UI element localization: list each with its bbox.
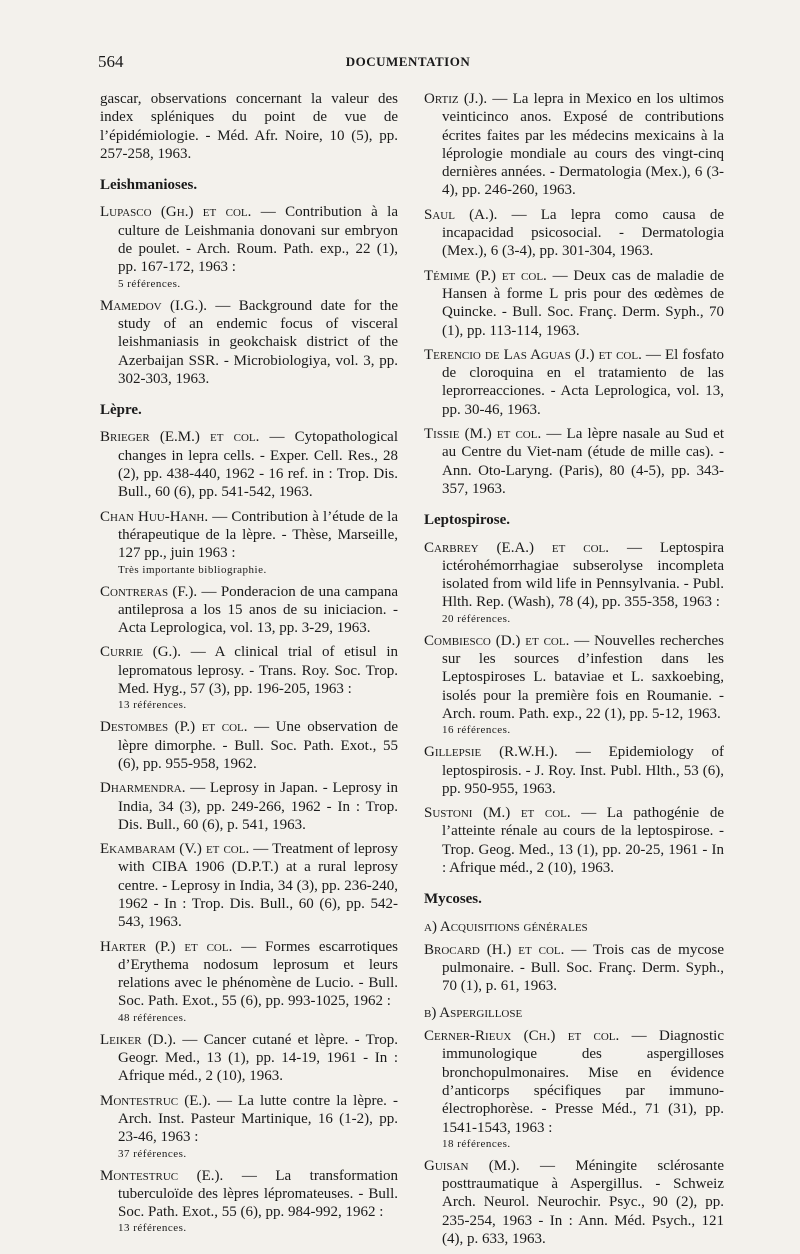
entry-author: Tissie (M.) et col. [424,426,542,443]
entry-text: — Nouvelles recherches sur les sources d’infestion dans les Leptospiroses L. bataviae et L. saxkoebing, isolés pour la première fois en Roumanie. - Arch. roum. Path. exp., 22 (1), pp. 5-12, 1963. [442,632,725,722]
bibliography-entry [100,1167,398,1236]
bibliography-entry [100,1092,398,1161]
entry-text: — A clinical trial of etisul in lepromatous leprosy. - Trans. Roy. Soc. Trop. Med. Hyg., 57 (3), pp. 196-205, 1963 : [118,644,399,698]
bibliography-entry [100,938,398,1025]
bibliography-entry [100,840,398,931]
bibliography-entry [100,508,398,577]
continued-entry: gascar, observations concernant la valeur des index spléniques du point de vue de l’épidémiologie. - Méd. Afr. Noire, 10 (5), pp. 257-258, 1963. [100,91,398,162]
entry-text: — La lutte contre la lèpre. - Arch. Inst. Pasteur Martinique, 16 (1-2), pp. 23-46, 1963 : [118,1092,398,1146]
entry-text: — Leptospira ictérohémorrhagiae subserolyse incompleta isolated from wild life in Pennsylvania. - Publ. Hlth. Rep. (Wash), 78 (4), pp. 355-358, 1963 : [442,539,724,611]
entry-text: — La lepra como causa de incapacidad psicosocial. - Dermatologia (Mex.), 6 (3-4), pp. 301-304, 1963. [442,206,724,260]
entry-references: 16 références. [442,724,511,737]
section-title-leishmanioses: Leishmanioses. [100,177,198,194]
mycoses-a-list [424,941,724,996]
bibliography-entry [424,1157,724,1248]
lepre-continued-list [424,90,724,498]
entry-text: — Trois cas de mycose pulmonaire. - Bull. Soc. Franç. Derm. Syph., 70 (1), p. 61, 1963. [442,941,725,995]
entry-author: Brocard (H.) et col. [424,941,565,958]
bibliography-entry [100,583,398,638]
entry-text: — Epidemiology of leptospirosis. - J. Roy. Inst. Publ. Hlth., 53 (6), pp. 950-955, 1963. [442,744,724,797]
section-title-lepre: Lèpre. [100,402,142,419]
entry-author: Ortiz (J.). [424,91,488,107]
entry-text: — Une observation de lèpre dimorphe. - Bull. Soc. Path. Exot., 55 (6), pp. 955-958, 1962. [118,719,398,772]
entry-author: Sustoni (M.) et col. [424,805,571,822]
leishmanioses-list [100,203,398,388]
bibliography-entry [100,203,398,290]
entry-text: — Background date for the study of an endemic focus of visceral leishmaniasis in geokchaisk district of the Azerbaijan SSR. - Microbiologiya, vol. 3, pp. 302-303, 1963. [118,297,398,387]
bibliography-entry [100,428,398,501]
bibliography-entry [424,632,724,737]
page-number: 564 [98,52,124,71]
bibliography-entry [424,743,724,798]
entry-references: 18 références. [442,1137,511,1150]
bibliography-entry [424,804,724,877]
bibliography-entry [100,779,398,834]
entry-author: Harter (P.) et col. [100,938,233,955]
bibliography-entry [424,1027,724,1151]
entry-text: — Contribution à la culture de Leishmania donovani sur embryon de poulet. - Arch. Roum. Path. exp., 22 (1), pp. 167-172, 1963 : [118,204,399,276]
entry-text: — Cancer cutané et lèpre. - Trop. Geogr. Med., 13 (1), pp. 14-19, 1961 - In : Afrique méd., 2 (10), 1963. [118,1031,398,1085]
entry-author: Ekambaram (V.) et col. [100,841,250,858]
entry-references: 13 références. [118,1222,187,1235]
entry-author: Saul (A.). [424,206,498,223]
bibliography-entry [424,539,724,626]
bibliography-entry [100,718,398,773]
entry-references: 5 références. [118,277,181,290]
entry-text: — La lèpre nasale au Sud et au Centre du Viet-nam (étude de mille cas). - Ann. Oto-Laryng. (Paris), 80 (4-5), pp. 343-357, 1963. [442,426,724,497]
entry-text: — Contribution à l’étude de la thérapeutique de la lèpre. - Thèse, Marseille, 127 pp., juin 1963 : [118,508,398,562]
section-title-mycoses: Mycoses. [424,891,482,908]
entry-author: Currie (G.). [100,644,182,661]
entry-references: Très importante bibliographie. [118,563,267,576]
left-column [100,90,398,1241]
entry-author: Dharmendra. [100,780,186,797]
entry-author: Montestruc (E.). [100,1092,211,1109]
section-title-leptospirose: Leptospirose. [424,512,510,529]
entry-author: Guisan (M.). [424,1157,520,1174]
entry-author: Contreras (F.). [100,583,198,600]
bibliography-entry [100,297,398,388]
entry-text: — Leprosy in Japan. - Leprosy in India, 34 (3), pp. 249-266, 1962 - In : Trop. Dis. Bull., 60 (6), p. 541, 1963. [118,780,398,833]
entry-author: Gillepsie (R.W.H.). [424,744,558,761]
entry-references: 37 références. [118,1147,187,1160]
entry-text: — Méningite sclérosante posttraumatique à Aspergillus. - Schweiz Arch. Neurol. Neurochir. Psyc., 90 (2), pp. 235-254, 1963 - In : Ann. Méd. Psych., 121 (4), p. 633, 1963. [442,1157,724,1248]
entry-author: Cerner-Rieux (Ch.) et col. [424,1028,620,1045]
lepre-list [100,428,398,1235]
entry-text: — La pathogénie de l’atteinte rénale au cours de la leptospirose. - Trop. Geog. Med., 13 (1), pp. 20-25, 1961 - In : Afrique méd., 2 (10), 1963. [442,805,724,876]
entry-author: Destombes (P.) et col. [100,719,248,736]
entry-text: — Deux cas de maladie de Hansen à forme L pris pour des œdèmes de Quincke. - Bull. Soc. Franç. Derm. Syph., 70 (1), pp. 113-114, 1963. [442,267,724,339]
entry-author: Combiesco (D.) et col. [424,632,570,649]
entry-references: 48 références. [118,1011,187,1024]
mycoses-b-list [424,1027,724,1248]
bibliography-entry [424,90,724,200]
entry-text: — Cytopathological changes in lepra cells. - Exper. Cell. Res., 28 (2), pp. 438-440, 1962 - 16 ref. in : Trop. Dis. Bull., 60 (6), pp. 541-542, 1963. [118,429,398,501]
entry-author: Terencio de Las Aguas (J.) et col. [424,346,642,363]
entry-author: Lupasco (Gh.) et col. [100,204,252,221]
leptospirose-list [424,539,724,878]
bibliography-entry [424,267,724,340]
entry-author: Carbrey (E.A.) et col. [424,539,610,556]
bibliography-entry [100,1031,398,1086]
entry-author: Montestruc (E.). [100,1167,224,1184]
bibliography-entry [424,346,724,419]
entry-author: Mamedov (I.G.). [100,297,208,314]
subsection-title-a: a) Acquisitions générales [424,918,588,935]
entry-author: Témime (P.) et col. [424,267,547,284]
entry-text: — La transformation tuberculoïde des lèpres lépromateuses. - Bull. Soc. Path. Exot., 55 (6), pp. 984-992, 1962 : [118,1167,398,1221]
entry-text: — Diagnostic immunologique des aspergilloses bronchopulmonaires. Mise en évidence d’anticorps spécifiques par immuno-électrophorèse. - Presse Méd., 71 (31), pp. 1541-1543, 1963 : [442,1028,724,1136]
running-head: DOCUMENTATION [345,54,471,69]
bibliography-entry [424,206,724,261]
entry-text: — El fosfato de cloroquina en el tratamiento de las leprorreacciones. - Acta Leprologica, vol. 13, pp. 30-46, 1963. [442,346,725,418]
page-header [98,52,718,76]
bibliography-entry [424,941,724,996]
subsection-title-b: b) Aspergillose [424,1004,523,1021]
entry-references: 13 références. [118,699,187,712]
bibliography-entry [100,643,398,712]
entry-author: Chan Huu-Hanh. [100,508,209,525]
bibliography-entry [424,425,724,498]
entry-text: — Formes escarrotiques d’Erythema nodosum leprosum et leurs relations avec le phénomène de Lucio. - Bull. Soc. Path. Exot., 55 (6), pp. 993-1025, 1962 : [118,938,398,1010]
entry-author: Leiker (D.). [100,1031,177,1048]
entry-references: 20 références. [442,612,511,625]
entry-author: Brieger (E.M.) et col. [100,429,260,446]
entry-text: — Treatment of leprosy with CIBA 1906 (D.P.T.) at a rural leprosy centre. - Leprosy in India, 34 (3), pp. 236-240, 1962 - In : Trop. Dis. Bull., 60 (6), pp. 542-543, 1963. [118,841,398,931]
entry-text: — Ponderacion de una campana antileprosa a los 15 anos de su iniciacion. - Acta Leprologica, vol. 13, pp. 3-29, 1963. [118,583,399,637]
right-column [424,90,724,1254]
entry-text: — La lepra in Mexico en los ultimos veinticinco anos. Exposé de contributions écrites faites par les médecins mexicains à la léprologie mondiale au cours des vingt-cinq dernières années. - Dermatologia (Mex.), 6 (3-4), pp. 246-260, 1963. [442,91,724,199]
